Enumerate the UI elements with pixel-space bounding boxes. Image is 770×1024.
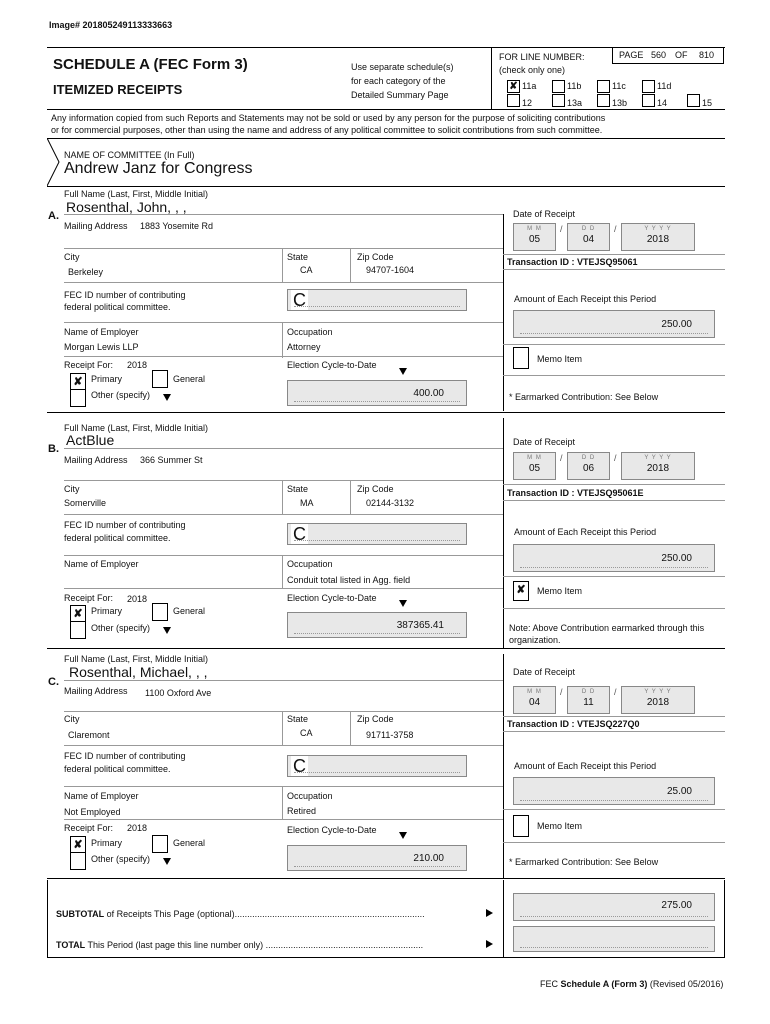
total-amount-field[interactable] xyxy=(513,926,715,952)
entry-b-city: Somerville xyxy=(64,498,107,508)
entry-a-employer: Morgan Lewis LLP xyxy=(64,342,139,352)
entry-b-name: ActBlue xyxy=(66,432,115,448)
entry-c-receipt-year: 2018 xyxy=(127,823,148,833)
entry-c-employer: Not Employed xyxy=(64,807,121,817)
line-12-checkbox[interactable] xyxy=(507,94,520,107)
entry-a-memo-checkbox[interactable] xyxy=(513,347,529,369)
entry-b-year-ph: Y Y Y Y xyxy=(644,455,672,461)
entry-a-year: 2018 xyxy=(646,234,670,245)
entry-b-occupation-label: Occupation xyxy=(287,559,333,569)
entry-a-amount: 250.00 xyxy=(661,319,692,330)
entry-c-primary-checkbox[interactable]: ✘ xyxy=(70,836,86,854)
entry-b-note: Note: Above Contribution earmarked through this xyxy=(509,623,705,633)
entry-b-election-cycle-arrow-icon xyxy=(399,600,407,607)
entry-c-city-label: City xyxy=(64,714,80,724)
entry-b-cycle-amount: 387365.41 xyxy=(396,620,444,631)
line-14-label: 14 xyxy=(657,98,668,108)
subtotal-label-bold: SUBTOTAL xyxy=(56,909,105,919)
line-15-label: 15 xyxy=(702,98,713,108)
entry-c-address: 1100 Oxford Ave xyxy=(145,688,212,698)
entry-a-transaction-id: Transaction ID : VTEJSQ95061 xyxy=(507,257,638,267)
entry-c-memo-label: Memo Item xyxy=(537,821,583,831)
form-title: SCHEDULE A (FEC Form 3) xyxy=(53,56,248,73)
footer-prefix: FEC xyxy=(540,979,561,989)
entry-a-address: 1883 Yosemite Rd xyxy=(140,221,214,231)
entry-a-employer-label: Name of Employer xyxy=(64,327,139,337)
entry-b-year-field[interactable] xyxy=(621,452,695,480)
page-number: 560 xyxy=(651,50,667,60)
line-11b-label: 11b xyxy=(567,81,582,91)
entry-c-memo-checkbox[interactable] xyxy=(513,815,529,837)
subtotal-label xyxy=(56,909,425,919)
entry-c-state: CA xyxy=(300,728,313,738)
image-id: Image# 201805249113333663 xyxy=(49,20,173,30)
entry-c-day-ph: D D xyxy=(581,689,596,695)
entry-c-month-field[interactable] xyxy=(513,686,556,714)
entry-b-memo-checkbox[interactable]: ✘ xyxy=(513,581,529,601)
entry-a-general-label: General xyxy=(173,374,206,384)
entry-b-zip: 02144-3132 xyxy=(366,498,415,508)
page-number-box xyxy=(612,47,724,64)
entry-b-fec-id-field[interactable] xyxy=(287,523,467,545)
entry-a-month-ph: M M xyxy=(527,226,542,232)
entry-b-month-ph: M M xyxy=(527,455,542,461)
line-13a-checkbox[interactable] xyxy=(552,94,565,107)
entry-b-amount: 250.00 xyxy=(661,553,692,564)
entry-c-election-cycle-arrow-icon xyxy=(399,832,407,839)
entry-b-mailing-label: Mailing Address xyxy=(64,455,128,465)
entry-c-full-name-label: Full Name (Last, First, Middle Initial) xyxy=(64,654,209,664)
entry-b-amount-field[interactable] xyxy=(513,544,715,572)
entry-a-receipt-for-label: Receipt For: xyxy=(64,360,114,370)
entry-c-mailing-label: Mailing Address xyxy=(64,686,128,696)
entry-b-other-checkbox[interactable] xyxy=(70,621,86,639)
entry-a-amount-field[interactable] xyxy=(513,310,715,338)
entry-a-fec-label-1: FEC ID number of contributing xyxy=(64,290,186,300)
entry-c-receipt-for-label: Receipt For: xyxy=(64,823,114,833)
for-each-text: for each category of the xyxy=(351,76,446,86)
entry-c-amount: 25.00 xyxy=(666,786,692,797)
committee-name: Andrew Janz for Congress xyxy=(64,160,253,177)
entry-a-cycle-amount-field[interactable] xyxy=(287,380,467,406)
entry-b-fec-label-2: federal political committee. xyxy=(64,533,171,543)
entry-a-year-field[interactable] xyxy=(621,223,695,251)
form-subtitle: ITEMIZED RECEIPTS xyxy=(53,82,183,97)
entry-a-other-arrow-icon xyxy=(163,394,171,401)
disclaimer-line-1: Any information copied from such Reports and Statements may not be sold or used by any person for the purpose of soliciting contributions xyxy=(51,113,606,123)
entry-a-full-name-label: Full Name (Last, First, Middle Initial) xyxy=(64,189,209,199)
entry-a-primary-checkbox[interactable]: ✘ xyxy=(70,373,86,391)
entry-b-occupation-2: Conduit total listed in Agg. field xyxy=(287,575,411,585)
entry-c-month: 04 xyxy=(528,697,541,708)
line-12-label: 12 xyxy=(522,98,533,108)
entry-c-general-checkbox[interactable] xyxy=(152,835,168,853)
entry-b-month: 05 xyxy=(528,463,541,474)
line-11d-label: 11d xyxy=(657,81,672,91)
entry-a-occupation: Attorney xyxy=(287,342,321,352)
entry-c-note: * Earmarked Contribution: See Below xyxy=(509,857,659,867)
entry-c-general-label: General xyxy=(173,838,206,848)
entry-a-cycle-amount: 400.00 xyxy=(413,388,444,399)
entry-a-occupation-label: Occupation xyxy=(287,327,333,337)
entry-b-date-label: Date of Receipt xyxy=(513,437,576,447)
entry-b-fec-c: C xyxy=(293,524,306,544)
entry-c-date-label: Date of Receipt xyxy=(513,667,576,677)
subtotal-amount: 275.00 xyxy=(661,900,692,911)
entry-c-occupation-label: Occupation xyxy=(287,791,333,801)
entry-b-transaction-id: Transaction ID : VTEJSQ95061E xyxy=(507,488,644,498)
entry-c-primary-label: Primary xyxy=(91,838,122,848)
entry-b-city-label: City xyxy=(64,484,80,494)
entry-b-other-label: Other (specify) xyxy=(91,623,151,633)
entry-b-cycle-amount-field[interactable] xyxy=(287,612,467,638)
entry-b-day-ph: D D xyxy=(581,455,596,461)
subtotal-arrow-icon xyxy=(486,909,493,917)
committee-bracket-icon xyxy=(47,138,61,186)
line-13a-label: 13a xyxy=(567,98,583,108)
entry-a-other-label: Other (specify) xyxy=(91,390,151,400)
entry-a-month-field[interactable] xyxy=(513,223,556,251)
total-label-bold: TOTAL xyxy=(56,940,86,950)
entry-a-letter: A. xyxy=(48,210,59,222)
line-15-checkbox[interactable] xyxy=(687,94,700,107)
entry-a-zip: 94707-1604 xyxy=(366,265,415,275)
entry-c-fec-id-field[interactable] xyxy=(287,755,467,777)
check-only-one-label: (check only one) xyxy=(499,65,566,75)
entry-a-day-field[interactable] xyxy=(567,223,610,251)
entry-a-date-label: Date of Receipt xyxy=(513,209,576,219)
entry-c-zip-label: Zip Code xyxy=(357,714,394,724)
entry-a-year-ph: Y Y Y Y xyxy=(644,226,672,232)
entry-c-month-ph: M M xyxy=(527,689,542,695)
for-line-number-label: FOR LINE NUMBER: xyxy=(499,52,585,62)
entry-c-amount-field[interactable] xyxy=(513,777,715,805)
entry-b-fec-label-1: FEC ID number of contributing xyxy=(64,520,186,530)
entry-c-employer-label: Name of Employer xyxy=(64,791,139,801)
entry-a-fec-c: C xyxy=(293,290,306,310)
entry-b-full-name-label: Full Name (Last, First, Middle Initial) xyxy=(64,423,209,433)
entry-c-occupation: Retired xyxy=(287,806,317,816)
entry-a-city-label: City xyxy=(64,252,80,262)
footer-form-id xyxy=(540,979,723,989)
entry-a-primary-label: Primary xyxy=(91,374,122,384)
entry-a-fec-id-field[interactable] xyxy=(287,289,467,311)
entry-b-memo-label: Memo Item xyxy=(537,586,583,596)
entry-c-other-checkbox[interactable] xyxy=(70,852,86,870)
entry-c-day-field[interactable] xyxy=(567,686,610,714)
footer-bold: Schedule A (Form 3) xyxy=(560,979,648,989)
line-11c-label: 11c xyxy=(612,81,626,91)
entry-a-fec-label-2: federal political committee. xyxy=(64,302,171,312)
entry-c-fec-label-1: FEC ID number of contributing xyxy=(64,751,186,761)
use-separate-text: Use separate schedule(s) xyxy=(351,62,454,72)
footer-suffix: (Revised 05/2016) xyxy=(647,979,724,989)
total-label-text: This Period (last page this line number only) ............................................................... xyxy=(85,940,424,950)
entry-b-state: MA xyxy=(300,498,314,508)
line-11a-checkbox[interactable]: ✘ xyxy=(507,80,520,93)
entry-c-amount-label: Amount of Each Receipt this Period xyxy=(514,761,657,771)
total-arrow-icon xyxy=(486,940,493,948)
page-of-label: OF xyxy=(675,50,688,60)
entry-b-employer-label: Name of Employer xyxy=(64,559,139,569)
entry-b-amount-label: Amount of Each Receipt this Period xyxy=(514,527,657,537)
entry-b-general-checkbox[interactable] xyxy=(152,603,168,621)
entry-c-other-arrow-icon xyxy=(163,858,171,865)
entry-c-year-ph: Y Y Y Y xyxy=(644,689,672,695)
entry-b-state-label: State xyxy=(287,484,309,494)
committee-label: NAME OF COMMITTEE (In Full) xyxy=(64,150,195,160)
entry-a-month: 05 xyxy=(528,234,541,245)
entry-c-zip: 91711-3758 xyxy=(366,730,414,740)
subtotal-label-text: of Receipts This Page (optional)............................................................................ xyxy=(104,909,425,919)
entry-c-year-field[interactable] xyxy=(621,686,695,714)
entry-a-memo-label: Memo Item xyxy=(537,354,583,364)
entry-a-note: * Earmarked Contribution: See Below xyxy=(509,392,659,402)
entry-a-name: Rosenthal, John, , , xyxy=(66,199,187,215)
entry-c-cycle-amount-field[interactable] xyxy=(287,845,467,871)
entry-a-day: 04 xyxy=(582,234,595,245)
entry-c-city: Claremont xyxy=(68,730,110,740)
entry-c-name: Rosenthal, Michael, , , xyxy=(69,664,208,680)
entry-b-primary-checkbox[interactable]: ✘ xyxy=(70,605,86,623)
entry-b-month-field[interactable] xyxy=(513,452,556,480)
entry-c-state-label: State xyxy=(287,714,309,724)
entry-a-zip-label: Zip Code xyxy=(357,252,394,262)
entry-a-state-label: State xyxy=(287,252,309,262)
entry-b-election-cycle-label: Election Cycle-to-Date xyxy=(287,593,377,603)
line-11a-label: 11a xyxy=(522,81,537,91)
entry-c-fec-label-2: federal political committee. xyxy=(64,764,171,774)
entry-a-other-checkbox[interactable] xyxy=(70,389,86,407)
entry-c-other-label: Other (specify) xyxy=(91,854,151,864)
entry-b-address: 366 Summer St xyxy=(140,455,203,465)
line-13b-checkbox[interactable] xyxy=(597,94,610,107)
disclaimer-line-2: or for commercial purposes, other than using the name and address of any political committee to solicit contributions from such committee. xyxy=(51,125,603,135)
entry-a-receipt-year: 2018 xyxy=(127,360,148,370)
entry-b-year: 2018 xyxy=(646,463,670,474)
entry-b-zip-label: Zip Code xyxy=(357,484,394,494)
entry-a-state: CA xyxy=(300,265,313,275)
entry-c-fec-c: C xyxy=(293,756,306,776)
entry-b-day-field[interactable] xyxy=(567,452,610,480)
line-11c-checkbox[interactable] xyxy=(597,80,610,93)
subtotal-amount-field[interactable] xyxy=(513,893,715,921)
page-total: 810 xyxy=(699,50,715,60)
entry-b-general-label: General xyxy=(173,606,206,616)
line-14-checkbox[interactable] xyxy=(642,94,655,107)
entry-a-mailing-label: Mailing Address xyxy=(64,221,128,231)
entry-c-year: 2018 xyxy=(646,697,670,708)
line-13b-label: 13b xyxy=(612,98,628,108)
entry-b-letter: B. xyxy=(48,443,59,455)
entry-b-primary-label: Primary xyxy=(91,606,122,616)
line-11b-checkbox[interactable] xyxy=(552,80,565,93)
entry-c-election-cycle-label: Election Cycle-to-Date xyxy=(287,825,377,835)
entry-a-amount-label: Amount of Each Receipt this Period xyxy=(514,294,657,304)
entry-a-election-cycle-arrow-icon xyxy=(399,368,407,375)
entry-a-election-cycle-label: Election Cycle-to-Date xyxy=(287,360,377,370)
entry-b-day: 06 xyxy=(582,463,595,474)
entry-c-transaction-id: Transaction ID : VTEJSQ227Q0 xyxy=(507,719,640,729)
entry-a-city: Berkeley xyxy=(68,267,104,277)
entry-a-general-checkbox[interactable] xyxy=(152,370,168,388)
entry-c-letter: C. xyxy=(48,676,59,688)
entry-c-day: 11 xyxy=(583,697,594,708)
page-label: PAGE xyxy=(619,50,644,60)
entry-b-receipt-year: 2018 xyxy=(127,594,148,604)
total-label xyxy=(56,940,423,950)
line-11d-checkbox[interactable] xyxy=(642,80,655,93)
entry-a-day-ph: D D xyxy=(581,226,596,232)
detailed-summary-text: Detailed Summary Page xyxy=(351,90,449,100)
entry-c-cycle-amount: 210.00 xyxy=(413,853,444,864)
entry-b-other-arrow-icon xyxy=(163,627,171,634)
entry-b-receipt-for-label: Receipt For: xyxy=(64,593,114,603)
entry-b-note-2: organization. xyxy=(509,635,561,645)
